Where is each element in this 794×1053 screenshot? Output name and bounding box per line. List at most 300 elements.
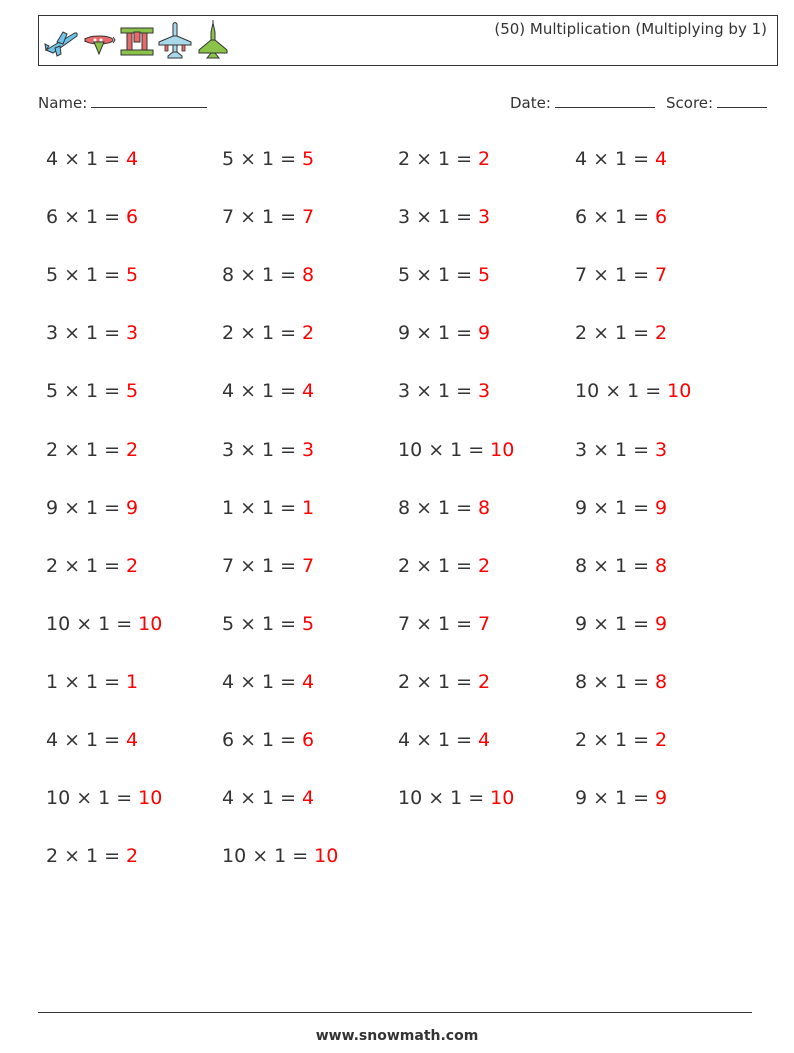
problem-item <box>398 613 490 635</box>
problem-question: 2 <box>398 554 411 577</box>
name-label: Name: <box>38 94 88 112</box>
problem-multiplier: 1 <box>262 554 275 577</box>
problem-answer: 1 <box>302 496 315 519</box>
problem-question: 2 <box>46 554 59 577</box>
problem-item <box>398 439 514 461</box>
problem-item <box>575 206 667 228</box>
equals-sign: = <box>456 670 473 693</box>
problem-item <box>222 497 314 519</box>
problem-item <box>222 439 314 461</box>
equals-sign: = <box>456 264 473 287</box>
problem-answer: 4 <box>126 729 139 751</box>
problem-answer: 4 <box>655 148 668 170</box>
times-sign: × <box>593 612 610 635</box>
problem-item <box>46 671 138 693</box>
problem-answer: 3 <box>655 438 668 461</box>
problem-question: 10 <box>46 612 71 635</box>
problem-answer: 5 <box>302 612 315 635</box>
problem-item <box>222 729 314 751</box>
problem-answer: 2 <box>302 322 315 345</box>
problem-multiplier: 1 <box>615 438 628 461</box>
equals-sign: = <box>280 729 297 751</box>
times-sign: × <box>252 845 269 868</box>
problem-item <box>46 439 138 461</box>
propeller-plane-icon <box>81 20 117 62</box>
equals-sign: = <box>633 496 650 519</box>
equals-sign: = <box>104 554 121 577</box>
problem-multiplier: 1 <box>262 787 275 810</box>
equals-sign: = <box>280 438 297 461</box>
problem-answer: 2 <box>478 554 491 577</box>
equals-sign: = <box>280 787 297 810</box>
problem-answer: 8 <box>302 264 315 287</box>
problem-item <box>398 264 490 286</box>
problem-multiplier: 1 <box>450 438 463 461</box>
problem-multiplier: 1 <box>86 438 99 461</box>
problem-item <box>222 148 314 170</box>
problem-question: 4 <box>46 729 59 751</box>
problem-multiplier: 1 <box>438 496 451 519</box>
problem-multiplier: 1 <box>438 322 451 345</box>
problem-answer: 3 <box>126 322 139 345</box>
problem-answer: 7 <box>302 206 315 229</box>
problem-multiplier: 1 <box>615 554 628 577</box>
problem-item <box>398 206 490 228</box>
times-sign: × <box>64 845 81 868</box>
equals-sign: = <box>104 206 121 229</box>
times-sign: × <box>240 554 257 577</box>
problem-answer: 9 <box>655 496 668 519</box>
problem-item <box>46 148 138 170</box>
problem-answer: 4 <box>126 148 139 170</box>
problem-multiplier: 1 <box>627 380 640 403</box>
problem-multiplier: 1 <box>86 148 99 170</box>
equals-sign: = <box>116 612 133 635</box>
problem-item <box>46 497 138 519</box>
problem-multiplier: 1 <box>98 787 111 810</box>
equals-sign: = <box>280 496 297 519</box>
times-sign: × <box>76 787 93 810</box>
problem-question: 2 <box>575 729 588 751</box>
problem-question: 2 <box>398 148 411 170</box>
problem-question: 5 <box>46 264 59 287</box>
problem-answer: 3 <box>478 206 491 229</box>
problem-item <box>46 787 162 809</box>
equals-sign: = <box>456 148 473 170</box>
problem-answer: 8 <box>655 670 668 693</box>
problem-multiplier: 1 <box>262 380 275 403</box>
problem-answer: 7 <box>655 264 668 287</box>
problem-multiplier: 1 <box>615 787 628 810</box>
equals-sign: = <box>633 206 650 229</box>
problem-item <box>222 380 314 402</box>
problem-multiplier: 1 <box>438 380 451 403</box>
problem-question: 7 <box>222 206 235 229</box>
problem-multiplier: 1 <box>262 322 275 345</box>
problem-item <box>398 787 514 809</box>
footer-url: www.snowmath.com <box>315 1028 479 1044</box>
problem-answer: 5 <box>126 380 139 403</box>
problem-item <box>46 322 138 344</box>
problem-answer: 2 <box>126 845 139 868</box>
problem-item <box>46 845 138 867</box>
problem-question: 10 <box>398 438 423 461</box>
problem-question: 2 <box>575 322 588 345</box>
times-sign: × <box>416 729 433 751</box>
problem-multiplier: 1 <box>615 729 628 751</box>
problem-question: 8 <box>222 264 235 287</box>
problem-item <box>575 380 691 402</box>
equals-sign: = <box>633 787 650 810</box>
problem-item <box>398 729 490 751</box>
problem-answer: 10 <box>138 612 163 635</box>
problem-item <box>398 671 490 693</box>
equals-sign: = <box>280 612 297 635</box>
equals-sign: = <box>104 729 121 751</box>
problem-question: 6 <box>575 206 588 229</box>
times-sign: × <box>593 206 610 229</box>
problem-question: 4 <box>222 787 235 810</box>
equals-sign: = <box>104 148 121 170</box>
problem-answer: 9 <box>655 612 668 635</box>
problem-answer: 4 <box>478 729 491 751</box>
equals-sign: = <box>280 148 297 170</box>
problem-item <box>575 787 667 809</box>
problem-item <box>575 439 667 461</box>
problem-multiplier: 1 <box>98 612 111 635</box>
problem-question: 1 <box>222 496 235 519</box>
times-sign: × <box>593 787 610 810</box>
equals-sign: = <box>280 670 297 693</box>
equals-sign: = <box>104 670 121 693</box>
problem-question: 4 <box>575 148 588 170</box>
problem-multiplier: 1 <box>86 670 99 693</box>
problem-question: 5 <box>222 612 235 635</box>
problem-answer: 3 <box>302 438 315 461</box>
problem-item <box>222 206 314 228</box>
problem-question: 3 <box>222 438 235 461</box>
problem-question: 10 <box>398 787 423 810</box>
problem-question: 8 <box>398 496 411 519</box>
equals-sign: = <box>633 554 650 577</box>
problem-item <box>222 845 338 867</box>
equals-sign: = <box>104 845 121 868</box>
problem-item <box>398 322 490 344</box>
problem-answer: 10 <box>138 787 163 810</box>
times-sign: × <box>416 322 433 345</box>
problem-answer: 4 <box>302 787 315 810</box>
problem-item <box>222 787 314 809</box>
problem-answer: 8 <box>478 496 491 519</box>
problem-answer: 4 <box>302 670 315 693</box>
problem-multiplier: 1 <box>615 496 628 519</box>
problem-item <box>398 555 490 577</box>
times-sign: × <box>240 322 257 345</box>
times-sign: × <box>64 322 81 345</box>
problem-answer: 2 <box>655 729 668 751</box>
equals-sign: = <box>104 264 121 287</box>
problem-question: 4 <box>398 729 411 751</box>
problem-question: 9 <box>575 496 588 519</box>
problem-question: 5 <box>46 380 59 403</box>
problem-item <box>575 671 667 693</box>
equals-sign: = <box>116 787 133 810</box>
problem-item <box>575 264 667 286</box>
problem-multiplier: 1 <box>262 206 275 229</box>
times-sign: × <box>64 380 81 403</box>
times-sign: × <box>64 729 81 751</box>
problem-answer: 6 <box>126 206 139 229</box>
jet-plane-icon <box>157 20 193 62</box>
problem-multiplier: 1 <box>615 612 628 635</box>
times-sign: × <box>240 670 257 693</box>
times-sign: × <box>593 322 610 345</box>
times-sign: × <box>240 787 257 810</box>
problem-answer: 1 <box>126 670 139 693</box>
problem-question: 2 <box>222 322 235 345</box>
problem-question: 8 <box>575 554 588 577</box>
times-sign: × <box>593 729 610 751</box>
equals-sign: = <box>468 438 485 461</box>
date-blank-line[interactable] <box>555 93 655 108</box>
equals-sign: = <box>104 496 121 519</box>
problem-question: 3 <box>398 206 411 229</box>
problem-multiplier: 1 <box>438 670 451 693</box>
equals-sign: = <box>292 845 309 868</box>
problem-question: 3 <box>575 438 588 461</box>
equals-sign: = <box>456 322 473 345</box>
equals-sign: = <box>645 380 662 403</box>
problem-item <box>222 264 314 286</box>
times-sign: × <box>76 612 93 635</box>
problem-multiplier: 1 <box>262 670 275 693</box>
problem-answer: 5 <box>478 264 491 287</box>
times-sign: × <box>240 264 257 287</box>
problem-question: 2 <box>398 670 411 693</box>
problem-multiplier: 1 <box>262 496 275 519</box>
problem-item <box>575 555 667 577</box>
problem-answer: 5 <box>302 148 315 170</box>
times-sign: × <box>605 380 622 403</box>
equals-sign: = <box>280 264 297 287</box>
footer-divider <box>38 1012 752 1013</box>
equals-sign: = <box>633 729 650 751</box>
equals-sign: = <box>280 554 297 577</box>
problem-multiplier: 1 <box>438 554 451 577</box>
times-sign: × <box>416 612 433 635</box>
problem-answer: 8 <box>655 554 668 577</box>
problem-multiplier: 1 <box>262 729 275 751</box>
problem-multiplier: 1 <box>262 612 275 635</box>
problem-answer: 3 <box>478 380 491 403</box>
equals-sign: = <box>468 787 485 810</box>
times-sign: × <box>64 148 81 170</box>
problem-item <box>575 613 667 635</box>
problem-question: 9 <box>46 496 59 519</box>
problem-answer: 2 <box>655 322 668 345</box>
equals-sign: = <box>280 206 297 229</box>
problem-answer: 2 <box>478 148 491 170</box>
problem-question: 10 <box>575 380 600 403</box>
problem-question: 4 <box>222 670 235 693</box>
equals-sign: = <box>104 438 121 461</box>
times-sign: × <box>428 438 445 461</box>
problem-multiplier: 1 <box>86 322 99 345</box>
times-sign: × <box>240 206 257 229</box>
problem-item <box>46 380 138 402</box>
score-label: Score: <box>666 94 714 112</box>
times-sign: × <box>416 380 433 403</box>
problem-question: 10 <box>222 845 247 868</box>
problem-answer: 2 <box>126 554 139 577</box>
airplane-icon <box>43 20 79 62</box>
problem-multiplier: 1 <box>86 264 99 287</box>
problem-answer: 10 <box>490 438 515 461</box>
score-blank-line[interactable] <box>717 93 767 108</box>
times-sign: × <box>240 729 257 751</box>
problem-multiplier: 1 <box>450 787 463 810</box>
problem-item <box>46 206 138 228</box>
equals-sign: = <box>456 380 473 403</box>
date-field <box>510 93 655 112</box>
times-sign: × <box>416 148 433 170</box>
times-sign: × <box>64 670 81 693</box>
problem-multiplier: 1 <box>86 729 99 751</box>
times-sign: × <box>240 380 257 403</box>
problem-multiplier: 1 <box>615 148 628 170</box>
times-sign: × <box>593 496 610 519</box>
name-field <box>38 93 207 112</box>
equals-sign: = <box>456 554 473 577</box>
equals-sign: = <box>633 670 650 693</box>
equals-sign: = <box>456 206 473 229</box>
problem-answer: 5 <box>126 264 139 287</box>
equals-sign: = <box>456 496 473 519</box>
problem-answer: 9 <box>478 322 491 345</box>
problem-answer: 10 <box>490 787 515 810</box>
equals-sign: = <box>104 380 121 403</box>
problem-answer: 9 <box>655 787 668 810</box>
problem-item <box>46 729 138 751</box>
date-label: Date: <box>510 94 551 112</box>
problem-item <box>575 322 667 344</box>
problem-multiplier: 1 <box>262 438 275 461</box>
times-sign: × <box>416 496 433 519</box>
name-blank-line[interactable] <box>91 93 207 108</box>
problem-item <box>575 497 667 519</box>
times-sign: × <box>416 264 433 287</box>
icon-strip <box>43 20 231 62</box>
problem-answer: 2 <box>478 670 491 693</box>
problem-question: 6 <box>222 729 235 751</box>
times-sign: × <box>416 206 433 229</box>
times-sign: × <box>64 554 81 577</box>
times-sign: × <box>64 438 81 461</box>
worksheet-header <box>38 15 778 66</box>
problem-question: 9 <box>575 612 588 635</box>
problem-multiplier: 1 <box>86 554 99 577</box>
problem-multiplier: 1 <box>438 206 451 229</box>
times-sign: × <box>240 438 257 461</box>
problem-multiplier: 1 <box>86 845 99 868</box>
problem-question: 7 <box>222 554 235 577</box>
problem-multiplier: 1 <box>86 496 99 519</box>
problem-answer: 4 <box>302 380 315 403</box>
problem-multiplier: 1 <box>438 148 451 170</box>
times-sign: × <box>416 670 433 693</box>
problem-multiplier: 1 <box>262 148 275 170</box>
times-sign: × <box>593 670 610 693</box>
problem-question: 4 <box>46 148 59 170</box>
problem-question: 5 <box>222 148 235 170</box>
equals-sign: = <box>280 322 297 345</box>
times-sign: × <box>593 554 610 577</box>
problem-question: 8 <box>575 670 588 693</box>
equals-sign: = <box>633 148 650 170</box>
problem-multiplier: 1 <box>86 206 99 229</box>
problem-item <box>46 555 138 577</box>
problem-multiplier: 1 <box>274 845 287 868</box>
problem-answer: 10 <box>667 380 692 403</box>
problem-item <box>398 380 490 402</box>
problem-multiplier: 1 <box>262 264 275 287</box>
problem-question: 10 <box>46 787 71 810</box>
problem-question: 9 <box>398 322 411 345</box>
problem-item <box>46 613 162 635</box>
biplane-icon <box>119 20 155 62</box>
times-sign: × <box>240 496 257 519</box>
problem-question: 7 <box>575 264 588 287</box>
problem-multiplier: 1 <box>615 206 628 229</box>
equals-sign: = <box>633 612 650 635</box>
problem-question: 6 <box>46 206 59 229</box>
times-sign: × <box>240 148 257 170</box>
problem-item <box>222 613 314 635</box>
times-sign: × <box>593 148 610 170</box>
times-sign: × <box>428 787 445 810</box>
times-sign: × <box>64 206 81 229</box>
times-sign: × <box>593 438 610 461</box>
times-sign: × <box>240 612 257 635</box>
times-sign: × <box>64 496 81 519</box>
equals-sign: = <box>456 729 473 751</box>
equals-sign: = <box>104 322 121 345</box>
times-sign: × <box>64 264 81 287</box>
equals-sign: = <box>280 380 297 403</box>
problem-item <box>222 555 314 577</box>
problem-multiplier: 1 <box>438 264 451 287</box>
problem-question: 1 <box>46 670 59 693</box>
problem-item <box>575 148 667 170</box>
problem-answer: 2 <box>126 438 139 461</box>
problem-multiplier: 1 <box>615 670 628 693</box>
problem-multiplier: 1 <box>615 322 628 345</box>
problem-multiplier: 1 <box>615 264 628 287</box>
problem-question: 3 <box>46 322 59 345</box>
problem-multiplier: 1 <box>86 380 99 403</box>
problem-answer: 10 <box>314 845 339 868</box>
problem-item <box>398 148 490 170</box>
problem-question: 2 <box>46 438 59 461</box>
problem-answer: 6 <box>302 729 315 751</box>
fighter-jet-icon <box>195 20 231 62</box>
problem-answer: 7 <box>302 554 315 577</box>
problem-question: 3 <box>398 380 411 403</box>
problem-multiplier: 1 <box>438 729 451 751</box>
problem-item <box>575 729 667 751</box>
times-sign: × <box>593 264 610 287</box>
problem-item <box>398 497 490 519</box>
